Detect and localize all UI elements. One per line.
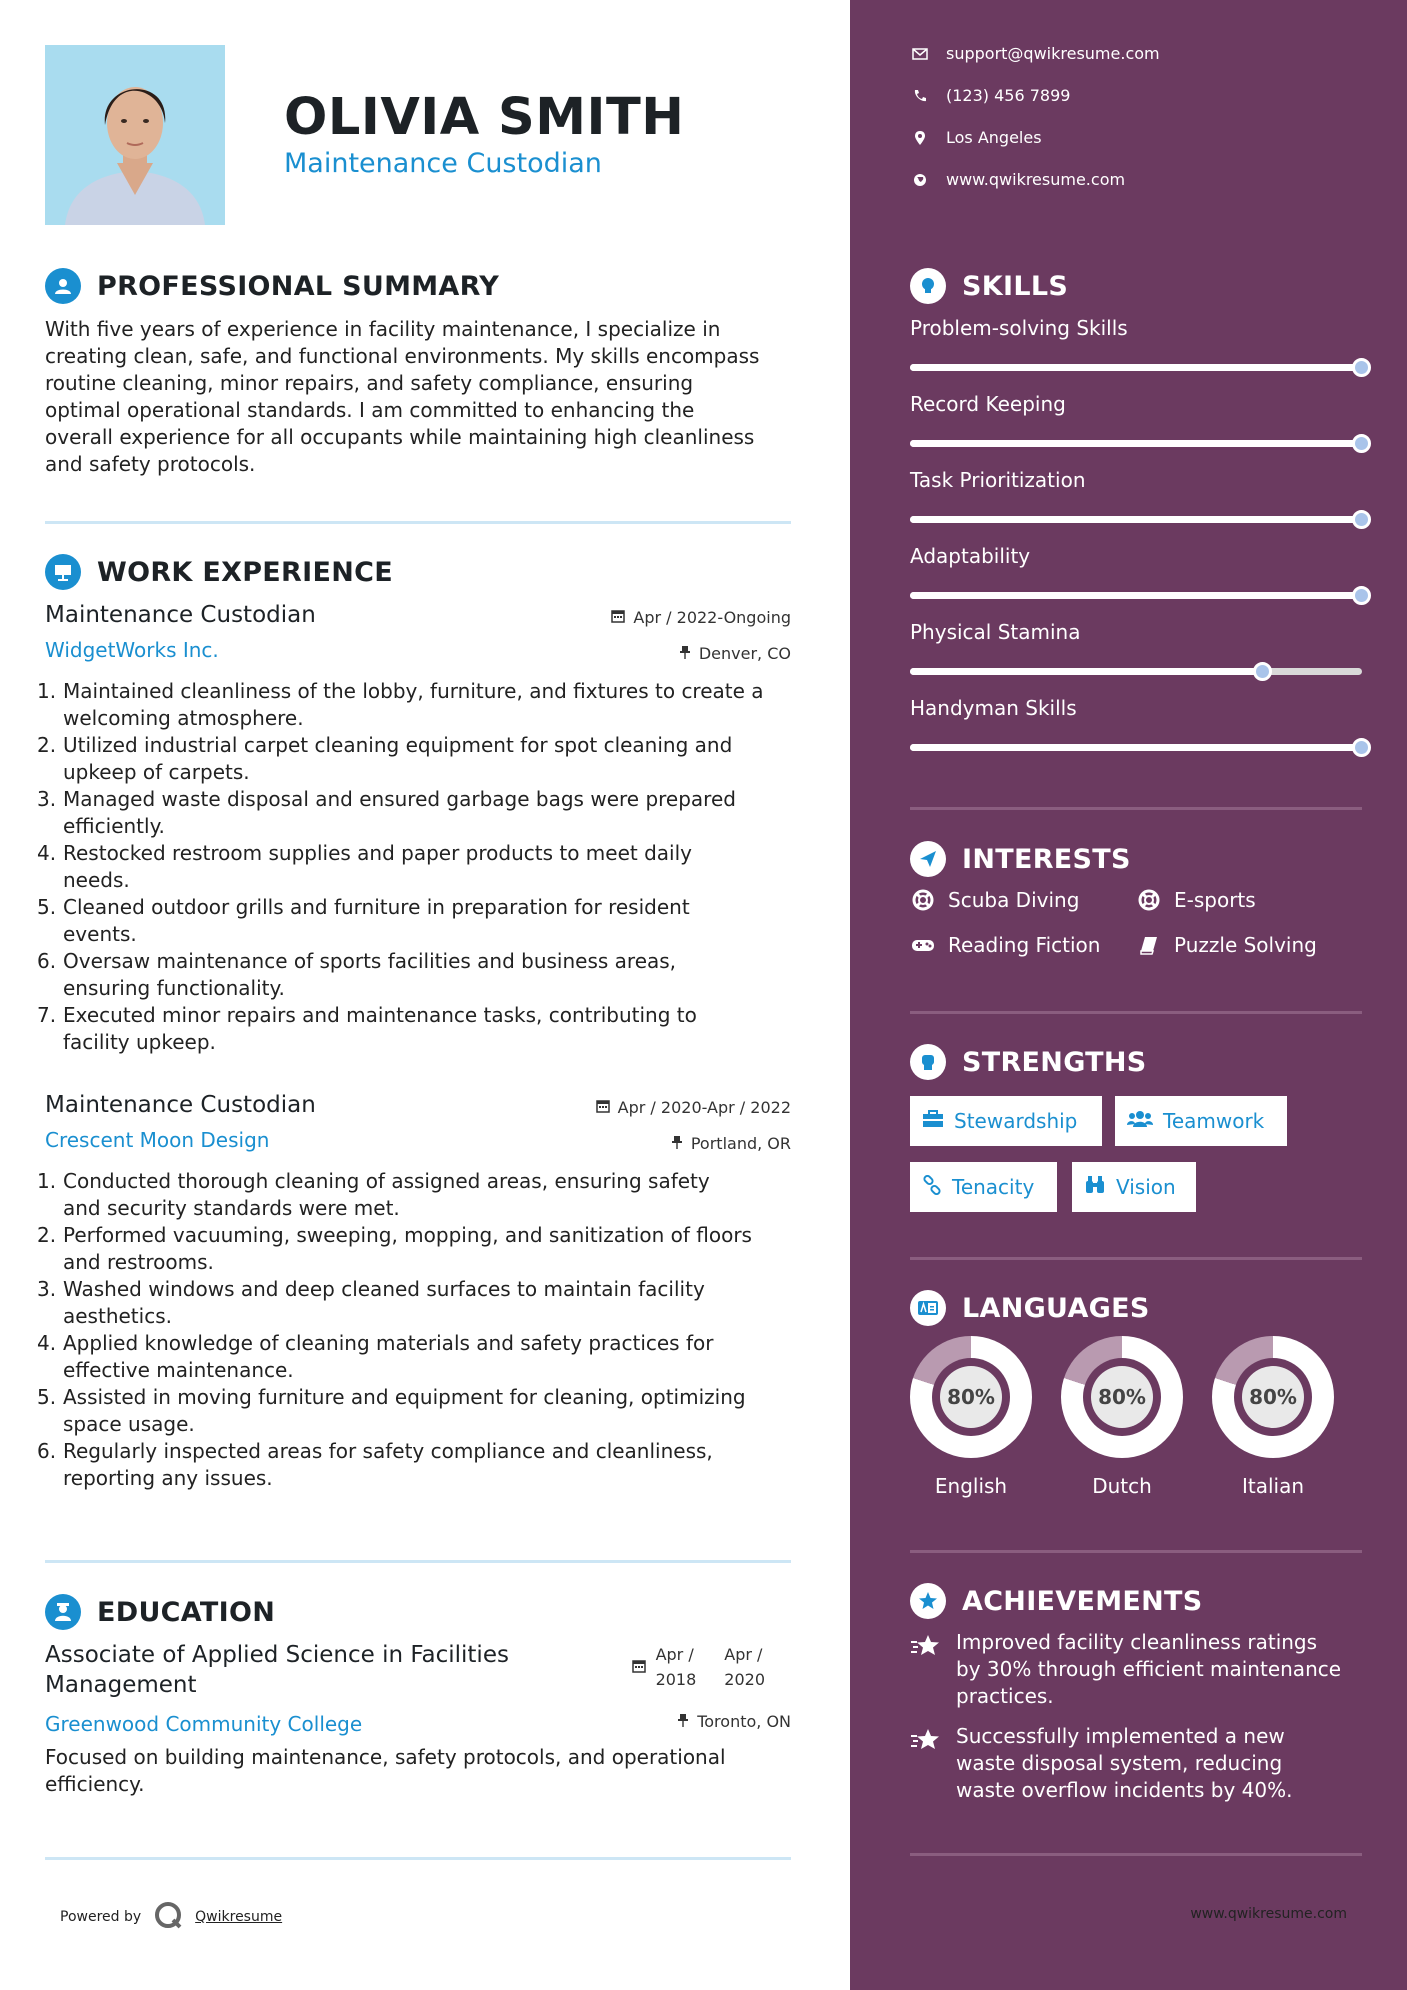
- ring-inner: [1234, 1358, 1312, 1436]
- strength-label: Tenacity: [952, 1175, 1035, 1199]
- bullet-line: reporting any issues.: [63, 1466, 273, 1490]
- list-item: [37, 1222, 791, 1276]
- start-month: Apr /: [655, 1645, 694, 1664]
- list-item: [37, 1276, 791, 1330]
- phone-text: (123) 456 7899: [946, 86, 1071, 105]
- users-icon: [1127, 1109, 1153, 1133]
- life-ring-icon: [1136, 889, 1162, 911]
- divider: [910, 807, 1362, 810]
- end-date: [724, 1642, 765, 1692]
- bullet-line: Oversaw maintenance of sports facilities and business areas,: [63, 949, 677, 973]
- job-date-text: Apr / 2020-Apr / 2022: [617, 1098, 791, 1117]
- gamepad-icon: [910, 937, 936, 953]
- bullet-line: ensuring functionality.: [63, 976, 285, 1000]
- achievements-title: ACHIEVEMENTS: [962, 1585, 1203, 1617]
- experience-title: WORK EXPERIENCE: [97, 556, 393, 588]
- language-name: Dutch: [1092, 1474, 1152, 1498]
- contact-website[interactable]: [910, 170, 1125, 189]
- languages-title: LANGUAGES: [962, 1292, 1150, 1324]
- degree-line: Management: [45, 1672, 197, 1698]
- qwikresume-logo-icon: [153, 1900, 183, 1934]
- list-item: [37, 678, 791, 732]
- bullet-line: Regularly inspected areas for safety compliance and cleanliness,: [63, 1439, 713, 1463]
- divider: [45, 1857, 791, 1860]
- bullet-line: and security standards were met.: [63, 1196, 400, 1220]
- skill-item: [910, 468, 1362, 523]
- bullet-number: 1.: [37, 679, 57, 703]
- skill-level-knob: [1352, 358, 1371, 377]
- job-date: [596, 1098, 791, 1117]
- life-ring-icon: [910, 889, 936, 911]
- interest-label: Puzzle Solving: [1174, 933, 1317, 957]
- job-location-text: Denver, CO: [698, 644, 791, 663]
- calendar-icon: [632, 1658, 646, 1677]
- paper-plane-icon: [910, 841, 946, 877]
- job-date: [611, 608, 791, 627]
- list-item: [37, 1330, 791, 1384]
- bullet-number: 7.: [37, 1003, 57, 1027]
- language-name: English: [934, 1474, 1008, 1498]
- bullet-line: Applied knowledge of cleaning materials and safety practices for: [63, 1331, 714, 1355]
- email-text: support@qwikresume.com: [946, 44, 1160, 63]
- lightbulb-icon: [910, 268, 946, 304]
- website-text: www.qwikresume.com: [946, 170, 1126, 189]
- divider: [910, 1011, 1362, 1014]
- bullet-number: 4.: [37, 1331, 57, 1355]
- language-name: Italian: [1241, 1474, 1305, 1498]
- skill-name: Problem-solving Skills: [910, 316, 1128, 340]
- achievement-line: by 30% through efficient maintenance: [956, 1657, 1342, 1681]
- bullet-line: Washed windows and deep cleaned surfaces to maintain facility: [63, 1277, 705, 1301]
- job-date-text: Apr / 2022-Ongoing: [633, 608, 791, 627]
- divider: [910, 1550, 1362, 1553]
- fist-icon: [910, 1044, 946, 1080]
- profile-photo: [45, 45, 225, 225]
- summary-line: and safety protocols.: [45, 452, 256, 476]
- summary-text: [45, 316, 795, 478]
- interests-heading: [910, 841, 1131, 877]
- user-icon: [45, 268, 81, 304]
- interest-label: Reading Fiction: [948, 933, 1101, 957]
- summary-line: With five years of experience in facility maintenance, I specialize in: [45, 317, 721, 341]
- achievement-line: Improved facility cleanliness ratings: [956, 1630, 1318, 1654]
- phone-icon: [910, 89, 930, 103]
- skill-name: Task Prioritization: [910, 468, 1086, 492]
- bullet-number: 2.: [37, 733, 57, 757]
- list-item: [37, 840, 791, 894]
- bullet-line: Maintained cleanliness of the lobby, furniture, and fixtures to create a: [63, 679, 764, 703]
- achievement-item: [910, 1629, 1370, 1710]
- skill-name: Physical Stamina: [910, 620, 1081, 644]
- bullet-number: 4.: [37, 841, 57, 865]
- contact-phone[interactable]: [910, 86, 1070, 105]
- education-title: EDUCATION: [97, 1596, 276, 1628]
- bullet-line: Performed vacuuming, sweeping, mopping, and sanitization of floors: [63, 1223, 752, 1247]
- summary-title: PROFESSIONAL SUMMARY: [97, 270, 500, 302]
- list-item: [37, 1384, 791, 1438]
- bullet-line: efficiently.: [63, 814, 165, 838]
- summary-line: overall experience for all occupants while maintaining high cleanliness: [45, 425, 755, 449]
- divider: [45, 1560, 791, 1563]
- bullet-line: welcoming atmosphere.: [63, 706, 304, 730]
- bullet-number: 3.: [37, 1277, 57, 1301]
- skill-bar-fill: [910, 668, 1263, 675]
- candidate-name: OLIVIA SMITH: [284, 88, 685, 147]
- ring-inner: [1083, 1358, 1161, 1436]
- star-badge-icon: [910, 1583, 946, 1619]
- list-item: [37, 732, 791, 786]
- bullet-line: upkeep of carpets.: [63, 760, 250, 784]
- achievement-line: Successfully implemented a new: [956, 1724, 1285, 1748]
- language-level-ring: [1212, 1336, 1334, 1458]
- job-location-text: Portland, OR: [690, 1134, 791, 1153]
- bullet-line: Conducted thorough cleaning of assigned areas, ensuring safety: [63, 1169, 710, 1193]
- strength-label: Teamwork: [1163, 1109, 1265, 1133]
- summary-line: creating clean, safe, and functional environments. My skills encompass: [45, 344, 760, 368]
- brand-link[interactable]: Qwikresume: [195, 1909, 283, 1925]
- end-year: 2020: [724, 1670, 765, 1689]
- bullet-line: facility upkeep.: [63, 1030, 216, 1054]
- skills-heading: [910, 268, 1068, 304]
- list-item: [37, 948, 791, 1002]
- strength-chip: [1115, 1096, 1287, 1146]
- powered-by-text: Powered by: [60, 1909, 142, 1925]
- job-bullets: [37, 678, 791, 1056]
- list-item: [37, 1002, 791, 1056]
- bullet-line: events.: [63, 922, 137, 946]
- language-percent: 80%: [1242, 1366, 1304, 1428]
- list-item: [37, 786, 791, 840]
- skill-bar: [910, 744, 1362, 751]
- skill-level-knob: [1352, 738, 1371, 757]
- company-name: Crescent Moon Design: [45, 1128, 270, 1152]
- skill-bar: [910, 516, 1362, 523]
- pin-icon: [679, 644, 691, 663]
- link-icon: [922, 1175, 942, 1200]
- ring-inner: [932, 1358, 1010, 1436]
- end-month: Apr /: [724, 1645, 763, 1664]
- languages-heading: [910, 1290, 1150, 1326]
- bullet-line: needs.: [63, 868, 130, 892]
- graduate-icon: [45, 1594, 81, 1630]
- language-item: [1212, 1336, 1334, 1498]
- interest-item: [910, 933, 1100, 957]
- bullet-line: Assisted in moving furniture and equipment for cleaning, optimizing: [63, 1385, 746, 1409]
- calendar-icon: [596, 1098, 610, 1117]
- pin-icon: [677, 1712, 689, 1731]
- skill-bar-fill: [910, 744, 1362, 751]
- education-date: [632, 1642, 765, 1692]
- language-item: [1061, 1336, 1183, 1498]
- education-heading: [45, 1594, 275, 1630]
- bullet-line: and restrooms.: [63, 1250, 214, 1274]
- achievement-item: [910, 1723, 1370, 1804]
- footer-site[interactable]: www.qwikresume.com: [1190, 1906, 1347, 1922]
- skill-bar: [910, 592, 1362, 599]
- description-line: Focused on building maintenance, safety protocols, and operational: [45, 1745, 726, 1769]
- strength-label: Stewardship: [954, 1109, 1078, 1133]
- divider: [910, 1853, 1362, 1856]
- skills-title: SKILLS: [962, 270, 1069, 302]
- list-item: [37, 894, 791, 948]
- summary-line: routine cleaning, minor repairs, and safety compliance, ensuring: [45, 371, 694, 395]
- degree-line: Associate of Applied Science in Facilities: [45, 1642, 509, 1668]
- start-year: 2018: [655, 1670, 697, 1689]
- bullet-number: 1.: [37, 1169, 57, 1193]
- bullet-line: Cleaned outdoor grills and furniture in preparation for resident: [63, 895, 690, 919]
- education-description: [45, 1744, 791, 1798]
- strengths-title: STRENGTHS: [962, 1046, 1147, 1078]
- bullet-line: Restocked restroom supplies and paper products to meet daily: [63, 841, 692, 865]
- job-title: Maintenance Custodian: [45, 602, 316, 628]
- pin-icon: [671, 1134, 683, 1153]
- strength-chip: [910, 1162, 1057, 1212]
- footer-powered: [60, 1900, 282, 1934]
- divider: [45, 521, 791, 524]
- language-percent: 80%: [1091, 1366, 1153, 1428]
- candidate-title: Maintenance Custodian: [284, 148, 602, 179]
- bullet-line: aesthetics.: [63, 1304, 172, 1328]
- achievement-text: [956, 1629, 1341, 1710]
- bullet-number: 5.: [37, 895, 57, 919]
- skill-bar: [910, 668, 1362, 675]
- star-icon: [910, 1723, 944, 1804]
- sidebar: [850, 0, 1407, 1990]
- company-name: WidgetWorks Inc.: [45, 638, 219, 662]
- contact-email[interactable]: [910, 44, 1160, 63]
- strength-label: Vision: [1116, 1175, 1176, 1199]
- book-icon: [1136, 935, 1162, 955]
- strengths-heading: [910, 1044, 1147, 1080]
- skill-level-knob: [1352, 434, 1371, 453]
- briefcase-icon: [922, 1109, 944, 1133]
- calendar-icon: [611, 608, 625, 627]
- skill-bar-fill: [910, 364, 1362, 371]
- skill-level-knob: [1352, 510, 1371, 529]
- bullet-number: 2.: [37, 1223, 57, 1247]
- achievement-line: waste overflow incidents by 40%.: [956, 1778, 1293, 1802]
- job-title: Maintenance Custodian: [45, 1092, 316, 1118]
- language-icon: [910, 1290, 946, 1326]
- skill-bar-fill: [910, 516, 1362, 523]
- skill-item: [910, 696, 1362, 751]
- achievements-heading: [910, 1583, 1203, 1619]
- school-name: Greenwood Community College: [45, 1712, 363, 1736]
- job-location: [671, 1134, 791, 1153]
- language-level-ring: [910, 1336, 1032, 1458]
- strength-chip: [910, 1096, 1102, 1146]
- skill-item: [910, 544, 1362, 599]
- bullet-line: Executed minor repairs and maintenance tasks, contributing to: [63, 1003, 697, 1027]
- summary-line: optimal operational standards. I am committed to enhancing the: [45, 398, 695, 422]
- strength-chip: [1072, 1162, 1196, 1212]
- list-item: [37, 1168, 791, 1222]
- skill-bar-fill: [910, 592, 1362, 599]
- skill-level-knob: [1253, 662, 1272, 681]
- skill-name: Adaptability: [910, 544, 1031, 568]
- summary-heading: [45, 268, 499, 304]
- globe-icon: [910, 173, 930, 187]
- bullet-line: space usage.: [63, 1412, 195, 1436]
- bullet-number: 6.: [37, 949, 57, 973]
- location-text: Los Angeles: [946, 128, 1042, 147]
- star-icon: [910, 1629, 944, 1710]
- skill-bar: [910, 440, 1362, 447]
- skill-item: [910, 620, 1362, 675]
- envelope-icon: [910, 48, 930, 60]
- binoculars-icon: [1084, 1175, 1106, 1200]
- education-location-text: Toronto, ON: [697, 1712, 791, 1731]
- language-percent: 80%: [940, 1366, 1002, 1428]
- interest-item: [1136, 888, 1256, 912]
- bullet-line: effective maintenance.: [63, 1358, 294, 1382]
- start-date: [656, 1642, 697, 1692]
- achievement-line: practices.: [956, 1684, 1054, 1708]
- presentation-icon: [45, 554, 81, 590]
- skill-name: Handyman Skills: [910, 696, 1077, 720]
- bullet-number: 3.: [37, 787, 57, 811]
- experience-heading: [45, 554, 393, 590]
- interest-item: [1136, 933, 1317, 957]
- job-bullets: [37, 1168, 791, 1492]
- job-location: [679, 644, 791, 663]
- education-location: [677, 1712, 791, 1731]
- contact-location: [910, 128, 1042, 147]
- bullet-number: 6.: [37, 1439, 57, 1463]
- map-marker-icon: [910, 130, 930, 146]
- skill-name: Record Keeping: [910, 392, 1066, 416]
- skill-item: [910, 392, 1362, 447]
- skill-level-knob: [1352, 586, 1371, 605]
- interest-label: Scuba Diving: [948, 888, 1080, 912]
- divider: [910, 1257, 1362, 1260]
- interest-item: [910, 888, 1079, 912]
- description-line: efficiency.: [45, 1772, 145, 1796]
- job-entry: [37, 602, 791, 1056]
- interest-label: E-sports: [1174, 888, 1256, 912]
- list-item: [37, 1438, 791, 1492]
- education-entry: [45, 1640, 791, 1798]
- achievement-line: waste disposal system, reducing: [956, 1751, 1283, 1775]
- achievement-text: [956, 1723, 1292, 1804]
- interests-title: INTERESTS: [962, 843, 1131, 875]
- bullet-number: 5.: [37, 1385, 57, 1409]
- skill-bar: [910, 364, 1362, 371]
- job-entry: [37, 1092, 791, 1492]
- bullet-line: Managed waste disposal and ensured garbage bags were prepared: [63, 787, 736, 811]
- language-item: [910, 1336, 1032, 1498]
- language-level-ring: [1061, 1336, 1183, 1458]
- skill-bar-fill: [910, 440, 1362, 447]
- bullet-line: Utilized industrial carpet cleaning equipment for spot cleaning and: [63, 733, 733, 757]
- skill-item: [910, 316, 1362, 371]
